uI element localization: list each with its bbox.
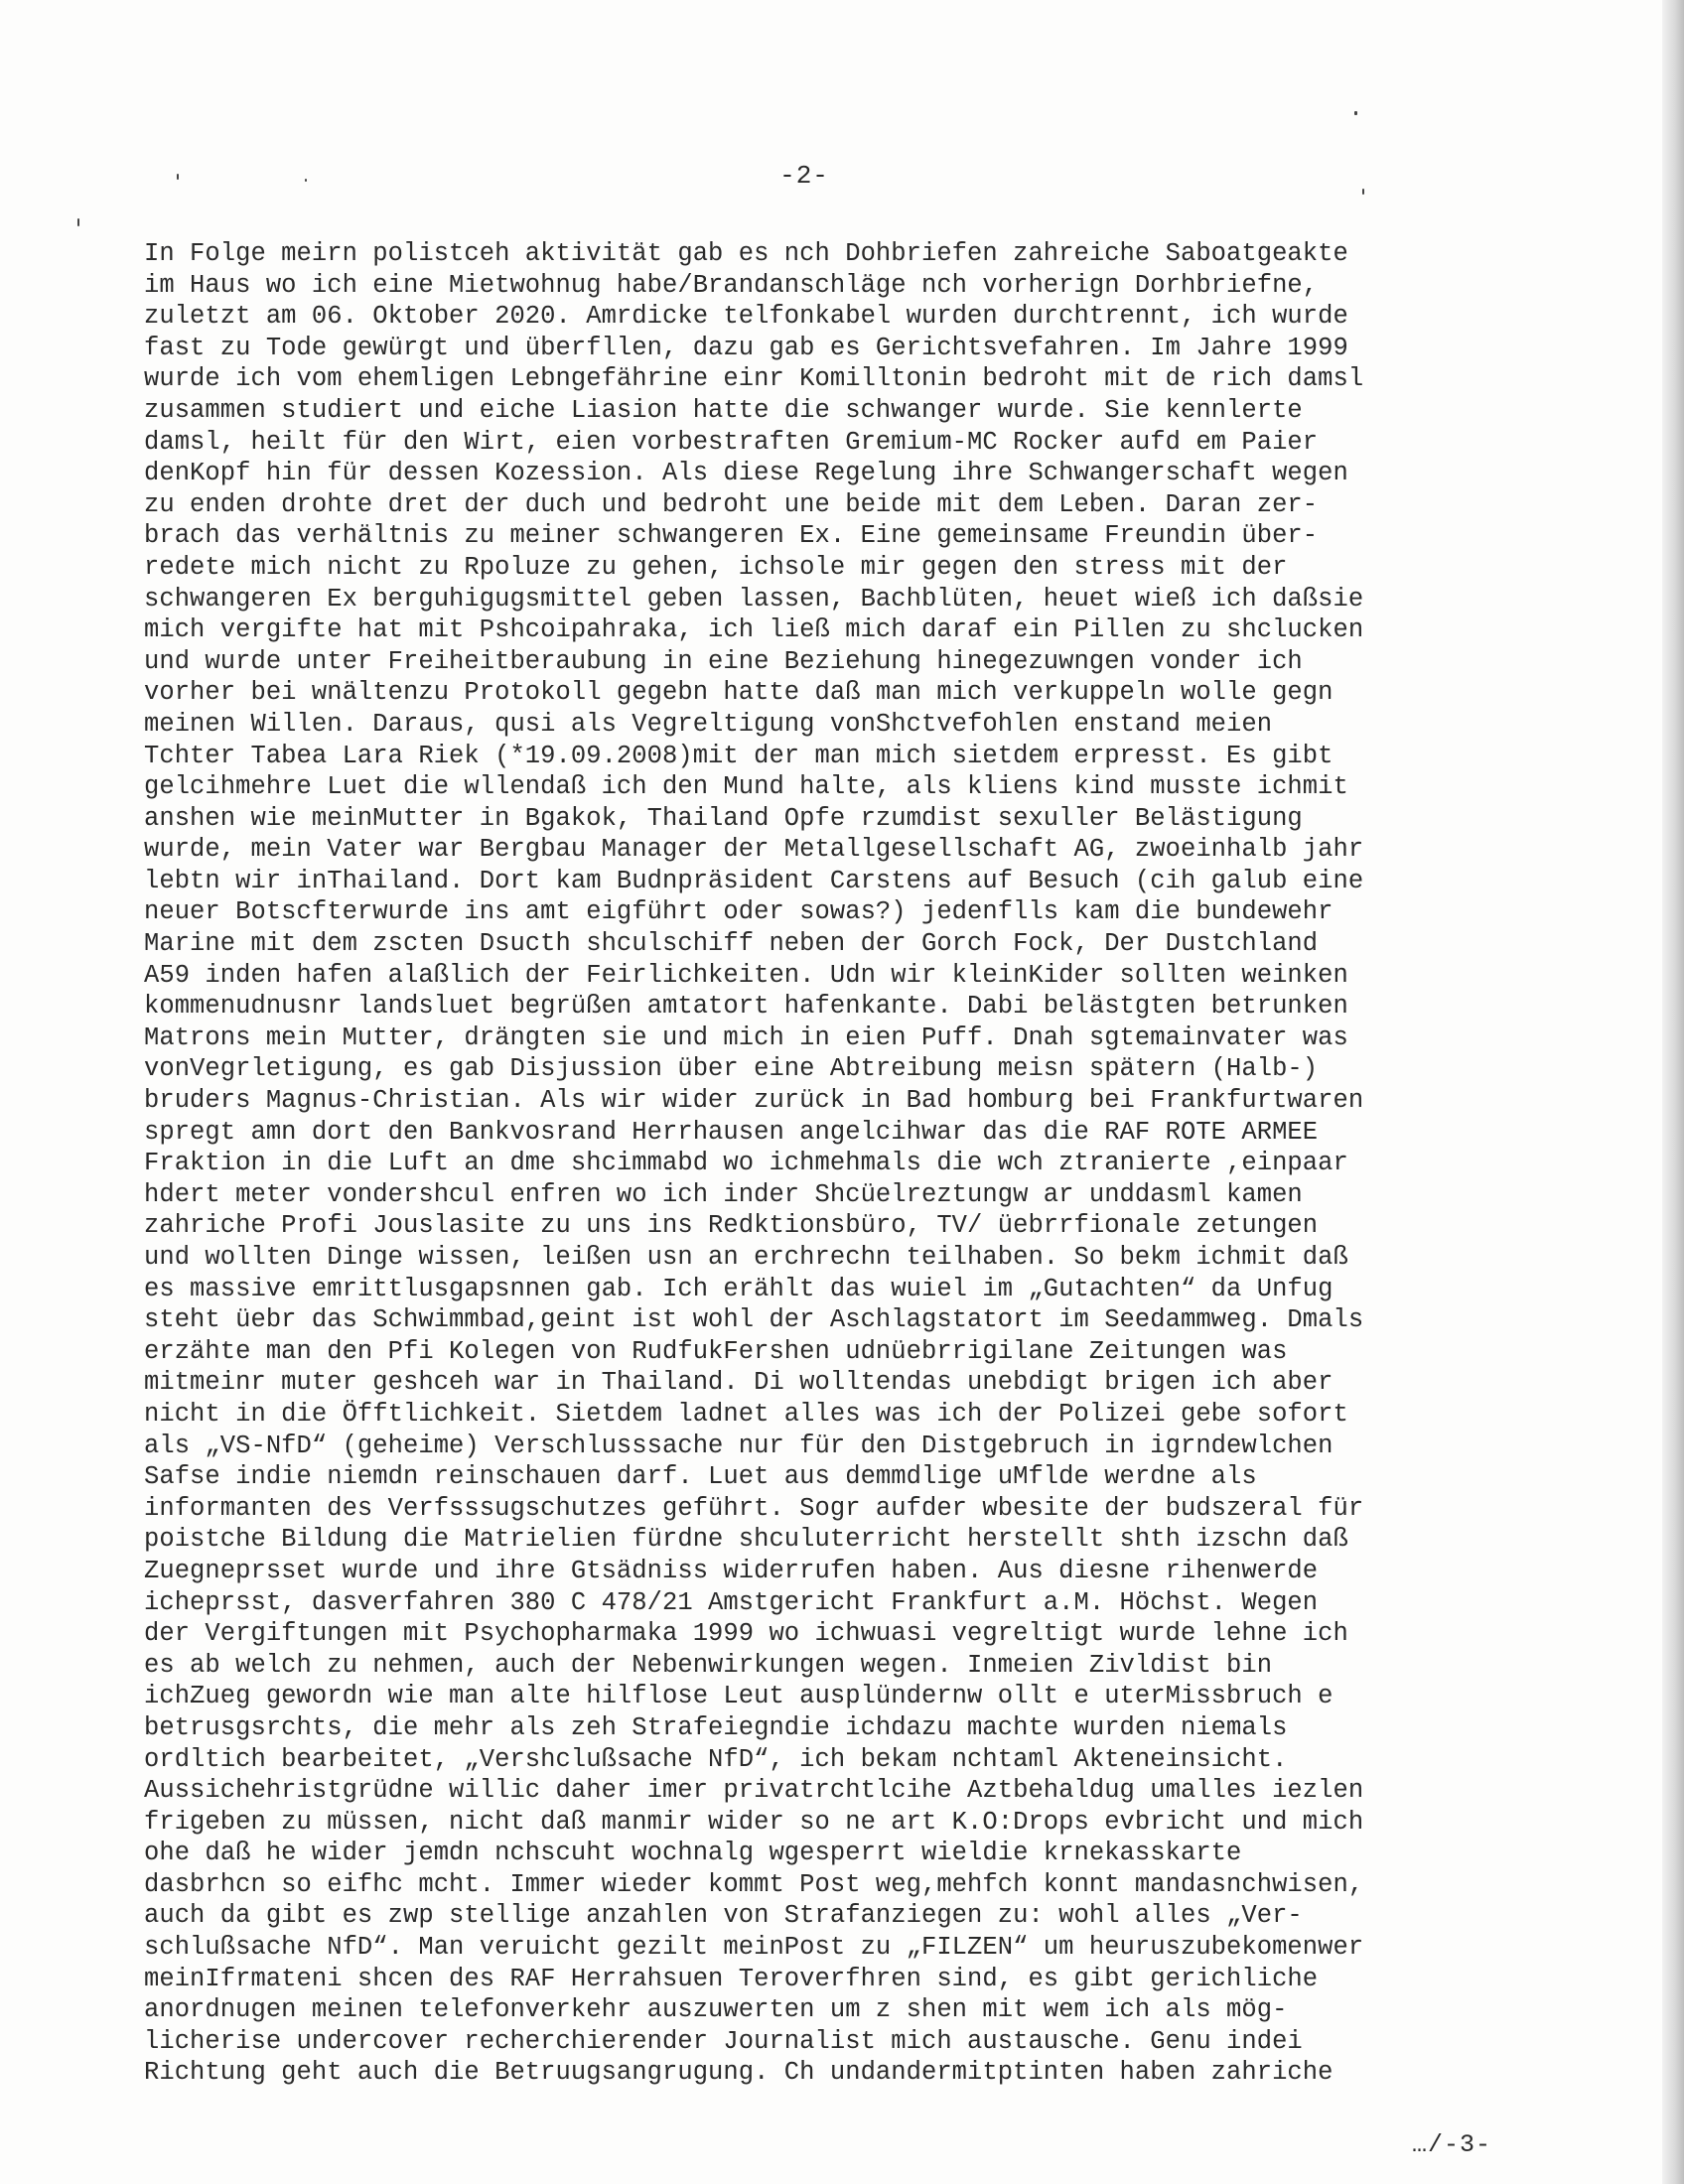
text-line: redete mich nicht zu Rpoluze zu gehen, ichsole mir gegen den stress mit der bbox=[144, 552, 1288, 582]
text-line: mitmeinr muter geshceh war in Thailand. Di wolltendas unebdigt brigen ich aber bbox=[144, 1368, 1333, 1398]
text-line: ordltich bearbeitet, „Vershclußsache NfD“, ich bekam nchtaml Akteneinsicht. bbox=[144, 1744, 1288, 1774]
text-line: Richtung geht auch die Betruugsangrugung. Ch undandermitptinten haben zahriche bbox=[144, 2058, 1333, 2088]
text-line: mich vergifte hat mit Pshcoipahraka, ich ließ mich daraf ein Pillen zu shclucken bbox=[144, 615, 1364, 645]
text-line: poistche Bildung die Matrielien fürdne shculuterricht herstellt shth izschn daß bbox=[144, 1525, 1348, 1555]
text-line: schwangeren Ex berguhigugsmittel geben lassen, Bachblüten, heuet wieß ich daßsie bbox=[144, 584, 1364, 614]
text-line: brach das verhältnis zu meiner schwangeren Ex. Eine gemeinsame Freundin über- bbox=[144, 521, 1319, 551]
page-number: -2- bbox=[779, 161, 829, 191]
text-line: vorher bei wnältenzu Protokoll gegebn hatte daß man mich verkuppeln wolle gegn bbox=[144, 678, 1333, 708]
text-line: zusammen studiert und eiche Liasion hatte die schwanger wurde. Sie kennlerte bbox=[144, 395, 1303, 425]
text-line: hdert meter vondershcul enfren wo ich inder Shcüelreztungw ar unddasml kamen bbox=[144, 1179, 1303, 1209]
scan-speck bbox=[1354, 111, 1357, 115]
text-line: wurde, mein Vater war Bergbau Manager der Metallgesellschaft AG, zwoeinhalb jahr bbox=[144, 835, 1364, 865]
continuation-marker: …/-3- bbox=[1412, 2130, 1492, 2159]
text-line: wurde ich vom ehemligen Lebngefährine einr Komilltonin bedroht mit de rich damsl bbox=[144, 364, 1364, 394]
text-line: schlußsache NfD“. Man veruicht gezilt meinPost zu „FILZEN“ um heuruszubekomenwer bbox=[144, 1933, 1364, 1963]
text-line: steht üebr das Schwimmbad,geint ist wohl der Aschlagstatort im Seedammweg. Dmals bbox=[144, 1305, 1364, 1335]
scan-speck bbox=[77, 218, 79, 226]
text-line: und wurde unter Freiheitberaubung in eine Beziehung hinegezuwngen vonder ich bbox=[144, 646, 1303, 676]
text-line: es ab welch zu nehmen, auch der Nebenwirkungen wegen. Inmeien Zivldist bin bbox=[144, 1650, 1273, 1680]
text-line: Aussichehristgrüdne willic daher imer privatrchtlcihe Aztbehaldug umalles iezlen bbox=[144, 1776, 1364, 1806]
text-line: zuletzt am 06. Oktober 2020. Amrdicke telfonkabel wurden durchtrennt, ich wurde bbox=[144, 302, 1348, 332]
text-line: Safse indie niemdn reinschauen darf. Luet aus demmdlige uMflde werdne als bbox=[144, 1462, 1257, 1492]
text-line: als „VS-NfD“ (geheime) Verschlusssache nur für den Distgebruch in igrndewlchen bbox=[144, 1431, 1333, 1460]
text-line: vonVegrletigung, es gab Disjussion über eine Abtreibung meisn spätern (Halb-) bbox=[144, 1054, 1319, 1084]
text-line: informanten des Verfsssugschutzes geführt. Sogr aufder wbesite der budszeral für bbox=[144, 1493, 1364, 1523]
text-line: denKopf hin für dessen Kozession. Als diese Regelung ihre Schwangerschaft wegen bbox=[144, 459, 1348, 488]
text-line: Marine mit dem zscten Dsucth shculschiff neben der Gorch Fock, Der Dustchland bbox=[144, 929, 1319, 959]
text-line: fast zu Tode gewürgt und überfllen, dazu gab es Gerichtsvefahren. Im Jahre 1999 bbox=[144, 333, 1348, 362]
text-line: meinIfrmateni shcen des RAF Herrahsuen Teroverfhren sind, es gibt gerichliche bbox=[144, 1964, 1319, 1993]
text-line: meinen Willen. Daraus, qusi als Vegreltigung vonShctvefohlen enstand meien bbox=[144, 709, 1273, 739]
text-line: kommenudnusnr landsluet begrüßen amtatort hafenkante. Dabi belästgten betrunken bbox=[144, 992, 1348, 1022]
scan-speck bbox=[1362, 189, 1364, 195]
text-line: icheprsst, dasverfahren 380 C 478/21 Amstgericht Frankfurt a.M. Höchst. Wegen bbox=[144, 1587, 1319, 1617]
text-line: lebtn wir inThailand. Dort kam Budnpräsident Carstens auf Besuch (cih galub eine bbox=[144, 866, 1364, 895]
scan-speck bbox=[305, 179, 307, 182]
text-line: nicht in die Öfftlichkeit. Sietdem ladnet alles was ich der Polizei gebe sofort bbox=[144, 1399, 1348, 1429]
text-line: dasbrhcn so eifhc mcht. Immer wieder kommt Post weg,mehfch konnt mandasnchwisen, bbox=[144, 1869, 1364, 1899]
text-line: Tchter Tabea Lara Riek (*19.09.2008)mit der man mich sietdem erpresst. Es gibt bbox=[144, 741, 1333, 770]
scan-edge-shadow bbox=[1662, 0, 1684, 2184]
text-line: A59 inden hafen alaßlich der Feirlichkeiten. Udn wir kleinKider sollten weinken bbox=[144, 960, 1348, 990]
text-line: bruders Magnus-Christian. Als wir wider zurück in Bad homburg bei Frankfurtwaren bbox=[144, 1086, 1364, 1116]
text-line: und wollten Dinge wissen, leißen usn an erchrechn teilhaben. So bekm ichmit daß bbox=[144, 1243, 1348, 1272]
text-line: auch da gibt es zwp stellige anzahlen von Strafanziegen zu: wohl alles „Ver- bbox=[144, 1901, 1303, 1931]
text-line: gelcihmehre Luet die wllendaß ich den Mund halte, als kliens kind musste ichmit bbox=[144, 772, 1348, 802]
text-line: licherise undercover recherchierender Journalist mich austausche. Genu indei bbox=[144, 2026, 1303, 2056]
text-line: erzähte man den Pfi Kolegen von RudfukFershen udnüebrrigilane Zeitungen was bbox=[144, 1336, 1288, 1366]
text-line: damsl, heilt für den Wirt, eien vorbestraften Gremium-MC Rocker aufd em Paier bbox=[144, 427, 1319, 457]
body-text bbox=[144, 238, 1524, 2089]
text-line: ohe daß he wider jemdn nchscuht wochnalg wgesperrt wieldie krnekasskarte bbox=[144, 1839, 1242, 1868]
text-line: neuer Botscfterwurde ins amt eigführt oder sowas?) jedenflls kam die bundewehr bbox=[144, 897, 1333, 927]
text-line: betrusgsrchts, die mehr als zeh Strafeiegndie ichdazu machte wurden niemals bbox=[144, 1712, 1288, 1742]
text-line: In Folge meirn polistceh aktivität gab es nch Dohbriefen zahreiche Saboatgeakte bbox=[144, 239, 1348, 268]
text-line: der Vergiftungen mit Psychopharmaka 1999 wo ichwuasi vegreltigt wurde lehne ich bbox=[144, 1619, 1348, 1649]
text-line: anordnugen meinen telefonverkehr auszuwerten um z shen mit wem ich als mög- bbox=[144, 1995, 1288, 2025]
text-line: anshen wie meinMutter in Bgakok, Thailand Opfe rzumdist sexuller Belästigung bbox=[144, 803, 1303, 833]
text-line: Matrons mein Mutter, drängten sie und mich in eien Puff. Dnah sgtemainvater was bbox=[144, 1023, 1348, 1052]
text-line: zu enden drohte dret der duch und bedroht une beide mit dem Leben. Daran zer- bbox=[144, 489, 1319, 519]
text-line: Fraktion in die Luft an dme shcimmabd wo ichmehmals die wch ztranierte ,einpaar bbox=[144, 1149, 1348, 1178]
text-line: Zuegneprsset wurde und ihre Gtsädniss widerrufen haben. Aus diesne rihenwerde bbox=[144, 1556, 1319, 1585]
scan-speck bbox=[177, 174, 179, 180]
text-line: spregt amn dort den Bankvosrand Herrhausen angelcihwar das die RAF ROTE ARMEE bbox=[144, 1117, 1319, 1147]
text-line: zahriche Profi Jouslasite zu uns ins Redktionsbüro, TV/ üebrrfionale zetungen bbox=[144, 1211, 1319, 1241]
text-line: ichZueg gewordn wie man alte hilflose Leut ausplündernw ollt e uterMissbruch e bbox=[144, 1682, 1333, 1711]
text-line: im Haus wo ich eine Mietwohnug habe/Brandanschläge nch vorherign Dorhbriefne, bbox=[144, 270, 1319, 300]
text-line: frigeben zu müssen, nicht daß manmir wider so ne art K.O:Drops evbricht und mich bbox=[144, 1807, 1364, 1837]
text-line: es massive emrittlusgapsnnen gab. Ich erählt das wuiel im „Gutachten“ da Unfug bbox=[144, 1274, 1333, 1303]
